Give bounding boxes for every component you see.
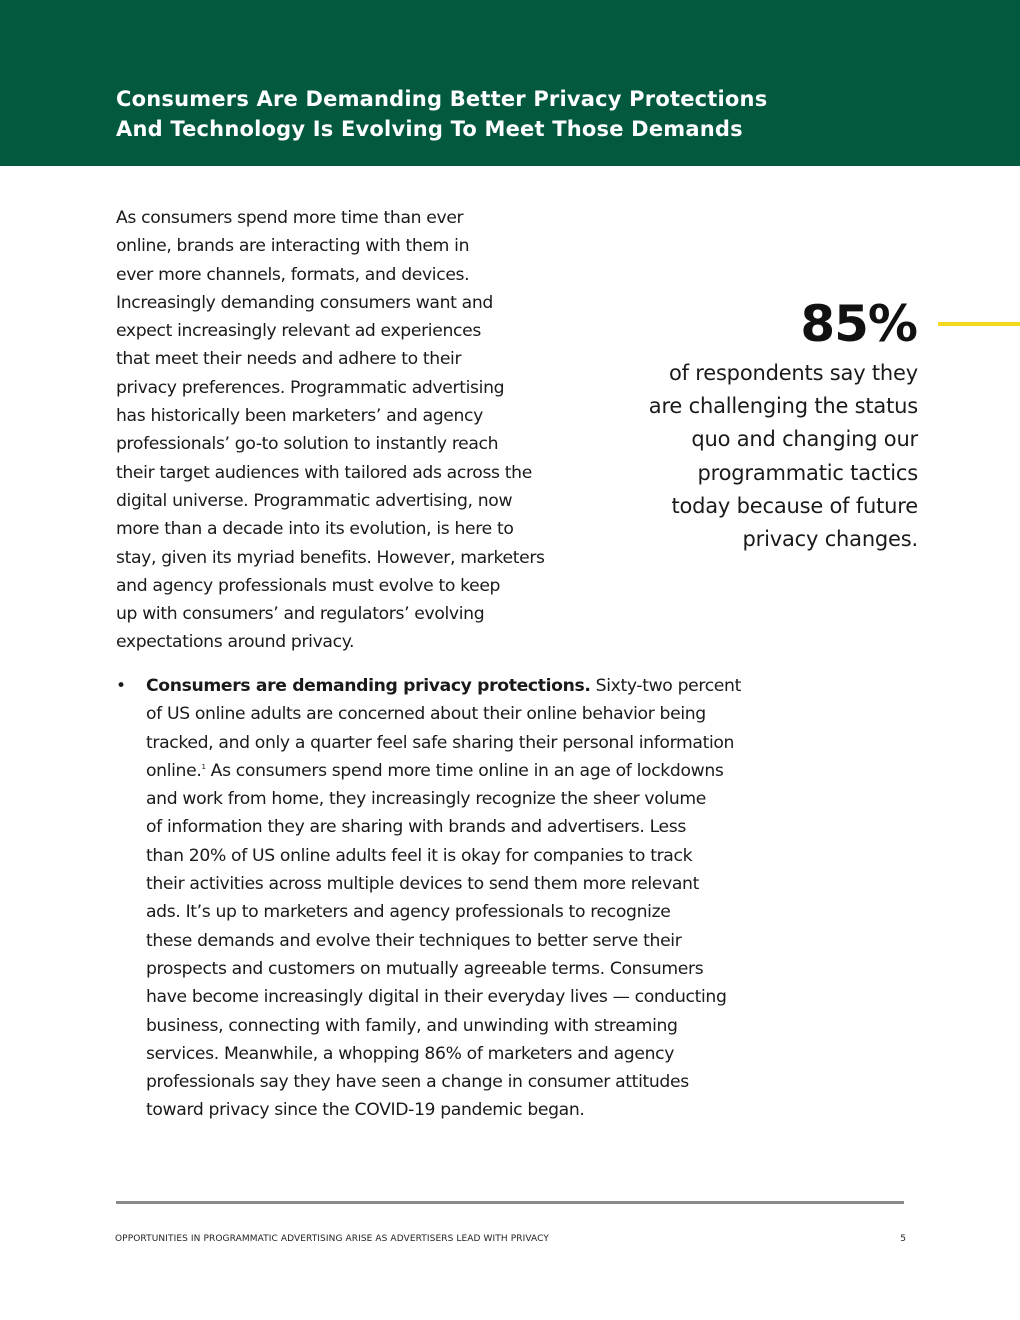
bullet-line: tracked, and only a quarter feel safe sharing their personal information [146,732,735,753]
bullet-line: these demands and evolve their techniques to better serve their [146,930,682,951]
intro-line: privacy preferences. Programmatic advertising [116,377,505,398]
intro-line: that meet their needs and adhere to their [116,349,462,370]
intro-line: digital universe. Programmatic advertising, now [116,490,513,511]
page-title-line: And Technology Is Evolving To Meet Those Demands [116,117,743,141]
intro-line: and agency professionals must evolve to keep [116,575,501,596]
bullet-line: their activities across multiple devices to send them more relevant [146,874,699,895]
footer-divider [116,1201,904,1204]
bullet-marker: • [116,676,127,696]
bullet-line: ads. It’s up to marketers and agency professionals to recognize [146,902,671,923]
stat-line: of respondents say they [668,361,918,385]
header-band [0,0,1020,166]
bullet-line: professionals say they have seen a change in consumer attitudes [146,1072,689,1093]
intro-line: expectations around privacy. [116,632,355,653]
intro-line: up with consumers’ and regulators’ evolving [116,604,485,625]
bullet-paragraph [146,672,786,1125]
bullet-line: prospects and customers on mutually agreeable terms. Consumers [146,958,704,979]
stat-line: today because of future [671,493,918,518]
stat-line: privacy changes. [742,527,918,552]
intro-line: online, brands are interacting with them in [116,236,470,257]
footer-title: OPPORTUNITIES IN PROGRAMMATIC ADVERTISING ARISE AS ADVERTISERS LEAD WITH PRIVACY [115,1234,549,1244]
intro-line: expect increasingly relevant ad experiences [116,321,481,342]
bullet-line: than 20% of US online adults feel it is okay for companies to track [146,845,693,866]
intro-paragraph [116,204,586,657]
bullet-line [146,757,786,785]
page-title-line: Consumers Are Demanding Better Privacy Protections [116,87,768,111]
stat-line: programmatic tactics [697,460,918,485]
intro-line: Increasingly demanding consumers want and [116,292,493,313]
page-number: 5 [900,1234,906,1244]
intro-line: has historically been marketers’ and agency [116,406,483,427]
footnote-reference[interactable]: 1 [201,762,206,771]
bullet-line-text: As consumers spend more time online in an age of lockdowns [205,760,724,781]
bullet-line: and work from home, they increasingly recognize the sheer volume [146,789,707,810]
bullet-line: of information they are sharing with brands and advertisers. Less [146,817,686,838]
intro-line: stay, given its myriad benefits. However, marketers [116,547,545,568]
bullet-line-text: online. [146,760,202,781]
intro-line: their target audiences with tailored ads across the [116,462,532,483]
bullet-line: toward privacy since the COVID-19 pandemic began. [146,1100,585,1121]
bullet-line [146,672,786,700]
stat-line: are challenging the status [648,394,918,419]
stat-description [588,357,918,556]
stat-number: 85% [800,295,917,353]
stat-accent-line [938,322,1020,326]
bullet-line: have become increasingly digital in their everyday lives — conducting [146,987,727,1008]
bullet-line-text: Sixty-two percent [590,676,741,696]
bullet-line: of US online adults are concerned about their online behavior being [146,704,706,725]
bullet-line: services. Meanwhile, a whopping 86% of marketers and agency [146,1043,675,1064]
intro-line: professionals’ go-to solution to instantly reach [116,434,499,455]
intro-line: As consumers spend more time than ever [116,208,464,228]
page-title [116,84,836,144]
stat-line: quo and changing our [691,427,918,452]
intro-line: more than a decade into its evolution, is here to [116,519,514,540]
bullet-lead: Consumers are demanding privacy protections. [146,676,591,696]
intro-line: ever more channels, formats, and devices. [116,264,470,285]
bullet-line: business, connecting with family, and unwinding with streaming [146,1015,678,1036]
